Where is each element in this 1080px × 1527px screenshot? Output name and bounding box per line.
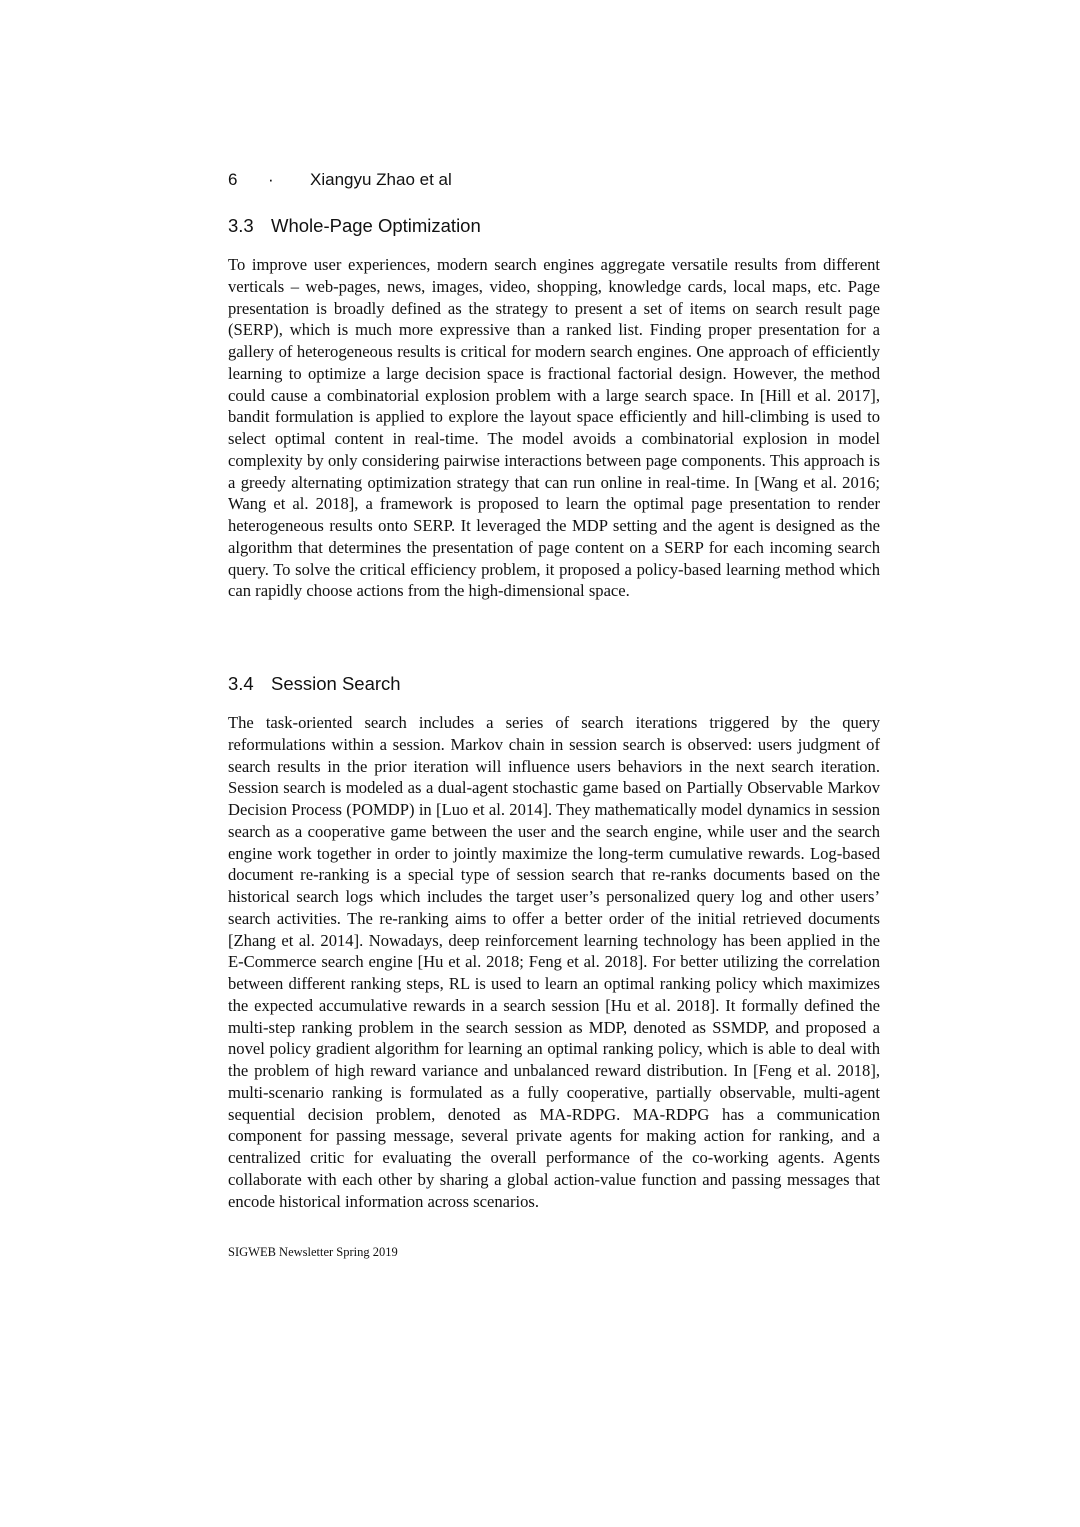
paragraph-session-search: The task-oriented search includes a series of search iterations triggered by the query reformulations within a session. Markov chain in session search is observed: users judgment of search results in the prior iteration will influence users behaviors in the next search iteration. Session search is modeled as a dual-agent stochastic game based on Partially Observable Markov Decision Process (POMDP) in [Luo et al. 2014]. They mathematically model dynamics in session search as a cooperative game between the user and the search engine, while user and the search engine work together in order to jointly maximize the long-term cumulative rewards. Log-based document re-ranking is a special type of session search that re-ranks documents based on the historical search logs which includes the target user’s personalized query log and other users’ search activities. The re-ranking aims to offer a better order of the initial retrieved documents [Zhang et al. 2014]. Nowadays, deep reinforcement learning technology has been applied in the E-Commerce search engine [Hu et al. 2018; Feng et al. 2018]. For better utilizing the correlation between different ranking steps, RL is used to learn an optimal ranking policy which maximizes the expected accumulative rewards in a search session [Hu et al. 2018]. It formally defined the multi-step ranking problem in the search session as MDP, denoted as SSMDP, and proposed a novel policy gradient algorithm for learning an optimal ranking policy, which is able to deal with the problem of high reward variance and unbalanced reward distribution. In [Feng et al. 2018], multi-scenario ranking is formulated as a fully cooperative, partially observable, multi-agent sequential decision problem, denoted as MA-RDPG. MA-RDPG has a communication component for passing message, several private agents for making action for ranking, and a centralized critic for evaluating the overall performance of the co-working agents. Agents collaborate with each other by sharing a global action-value function and passing messages that encode historical information across scenarios.	[228, 713, 880, 1211]
header-separator: ·	[268, 170, 274, 189]
paragraph-whole-page-optimization: To improve user experiences, modern search engines aggregate versatile results from different verticals – web-pages, news, images, video, shopping, knowledge cards, local maps, etc. Page presentation is broadly defined as the strategy to present a set of items on search result page (SERP), which is much more expressive than a ranked list. Finding proper presentation for a gallery of heterogeneous results is critical for modern search engines. One approach of efficiently learning to optimize a large decision space is fractional factorial design. However, the method could cause a combinatorial explosion problem with a large search space. In [Hill et al. 2017], bandit formulation is applied to explore the layout space efficiently and hill-climbing is used to select optimal content in real-time. The model avoids a combinatorial explosion in model complexity by only considering pairwise interactions between page components. This approach is a greedy alternating optimization strategy that can run online in real-time. In [Wang et al. 2016; Wang et al. 2018], a framework is proposed to learn the optimal page presentation to render heterogeneous results onto SERP. It leveraged the MDP setting and the agent is designed as the algorithm that determines the presentation of page content on a SERP for each incoming search query. To solve the critical efficiency problem, it proposed a policy-based learning method which can rapidly choose actions from the high-dimensional space.	[228, 255, 880, 601]
page-number: 6	[228, 170, 238, 189]
footer-venue: SIGWEB Newsletter Spring 2019	[228, 1245, 398, 1259]
section-number: 3.4	[228, 673, 254, 694]
section-heading-session-search	[228, 672, 401, 696]
section-title: Whole-Page Optimization	[271, 215, 481, 236]
section-title: Session Search	[271, 673, 401, 694]
running-head	[228, 169, 452, 191]
section-heading-whole-page-optimization	[228, 214, 481, 238]
author-line: Xiangyu Zhao et al	[310, 170, 452, 189]
section-number: 3.3	[228, 215, 254, 236]
